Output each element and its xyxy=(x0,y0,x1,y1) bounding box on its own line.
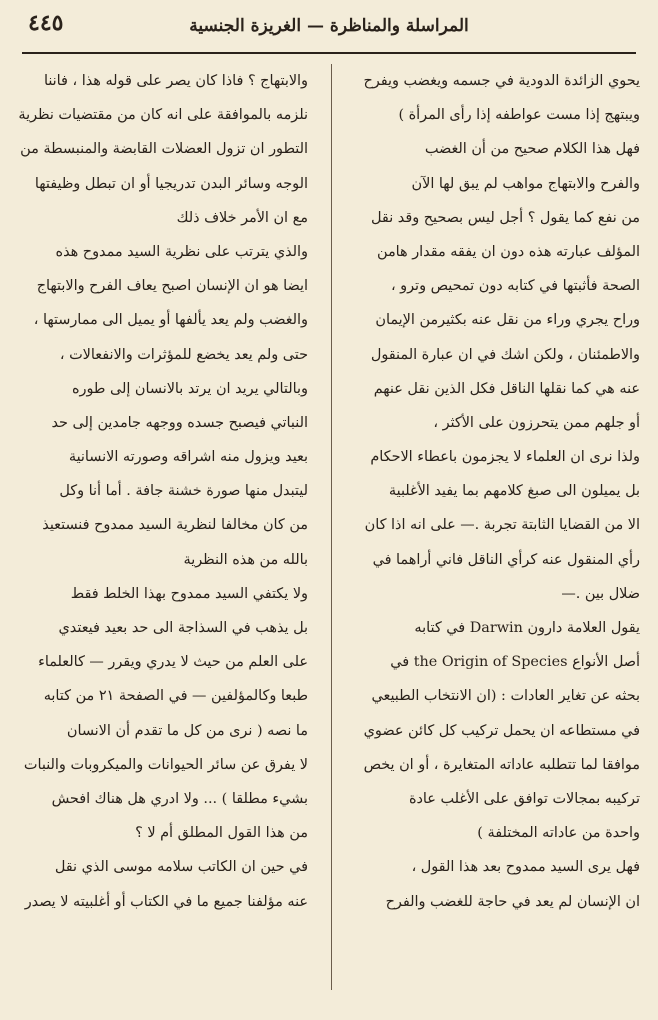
text-line: من نفع كما يقول ؟ أجل ليس بصحيح وقد نقل xyxy=(371,209,640,226)
text-line: المؤلف عبارته هذه دون ان يفقه مقدار هامن xyxy=(376,243,640,260)
text-line: فهل يرى السيد ممدوح بعد هذا القول ، xyxy=(411,859,640,876)
text-line: أصل الأنواع the Origin of Species في xyxy=(390,654,640,671)
text-line: ان الإنسان لم يعد في حاجة للغضب والفرح xyxy=(385,893,640,910)
text-line: مع ان الأمر خلاف ذلك xyxy=(176,209,308,226)
text-line: والفرح والابتهاج مواهب لم يبق لها الآن xyxy=(411,175,640,192)
text-line: ليتبدل منها صورة خشنة جافة . أما أنا وكل xyxy=(59,483,308,500)
text-line: تركيبه بمجالات توافق على الأغلب عادة xyxy=(408,790,640,807)
text-line: يقول العلامة دارون Darwin في كتابه xyxy=(414,620,640,636)
text-line: ضلال بين .— xyxy=(561,585,640,602)
text-line: وبالتالي يريد ان يرتد بالانسان إلى طوره xyxy=(72,380,308,397)
text-line: فهل هذا الكلام صحيح من أن الغضب xyxy=(424,141,640,158)
text-line: أو جلهم ممن يتحرزون على الأكثر ، xyxy=(433,414,640,431)
right-column xyxy=(350,64,640,919)
text-line: يحوي الزائدة الدودية في جسمه ويغضب ويفرح xyxy=(363,73,640,89)
text-line: من كان مخالفا لنظرية السيد ممدوح فنستعيذ xyxy=(42,517,308,534)
text-line: عنه مؤلفنا جميع ما في الكتاب أو أغلبيته لا يصدر xyxy=(24,893,308,910)
text-line: بل يذهب في السذاجة الى حد بعيد فيعتدي xyxy=(58,620,308,636)
text-line: التطور ان تزول العضلات القابضة والمنبسطة من xyxy=(20,141,308,158)
header-rule xyxy=(22,52,636,54)
text-line: طبعا وكالمؤلفين — في الصفحة ٢١ من كتابه xyxy=(43,688,308,705)
text-line: بل يميلون الى صبغ كلامهم بما يفيد الأغلبية xyxy=(388,483,640,500)
text-line: بعيد ويزول منه اشراقه وصورته الانسانية xyxy=(68,449,308,466)
text-line: والغضب ولم يعد يألفها أو يميل الى ممارستها ، xyxy=(33,312,308,329)
text-line: رأي المنقول عنه كرأي الناقل فاني أراهما في xyxy=(372,551,640,568)
text-line: ولذا نرى ان العلماء لا يجزمون باعطاء الاحكام xyxy=(370,449,640,466)
text-line: في مستطاعه ان يحمل تركيب كل كائن عضوي xyxy=(363,722,640,739)
text-line: الا من القضايا الثابتة تجربة .— على انه اذا كان xyxy=(364,517,640,534)
text-line: ولا يكتفي السيد ممدوح بهذا الخلط فقط xyxy=(70,585,308,602)
text-line: لا يفرق عن سائر الحيوانات والميكروبات والنبات xyxy=(23,756,308,773)
text-line: ويبتهج إذا مست عواطفه إذا رأى المرأة ) xyxy=(398,107,640,124)
text-line: على العلم من حيث لا يدري ويقرر — كالعلماء xyxy=(38,654,308,671)
text-line: بحثه عن تغاير العادات : (ان الانتخاب الطبيعي xyxy=(371,688,640,705)
text-line: والابتهاج ؟ فاذا كان يصر على قوله هذا ، فاننا xyxy=(43,73,308,89)
text-line: الوجه وسائر البدن تدريجيا أو ان تبطل وظيفتها xyxy=(34,175,308,192)
text-line: موافقا لما تتطلبه عاداته المتغايرة ، أو ان يخص xyxy=(363,756,640,773)
text-line: نلزمه بالموافقة على انه كان من مقتضيات نظرية xyxy=(18,107,308,124)
text-line: حتى ولم يعد يخضع للمؤثرات والانفعالات ، xyxy=(59,346,308,363)
page-number: ٤٤٥ xyxy=(28,10,64,36)
text-line: في حين ان الكاتب سلامه موسى الذي نقل xyxy=(54,859,308,876)
text-line: عنه هي كما نقلها الناقل فكل الذين نقل عنهم xyxy=(373,380,640,397)
text-line: وراح يجري وراء من نقل عنه بكثيرمن الإيمان xyxy=(375,312,640,329)
text-line: ايضا هو ان الإنسان اصبح يعاف الفرح والابتهاج xyxy=(36,278,308,295)
text-line: والذي يترتب على نظرية السيد ممدوح هذه xyxy=(55,243,308,260)
text-line: والاطمئنان ، ولكن اشك في ان عبارة المنقول xyxy=(370,346,640,363)
page-header xyxy=(22,6,636,50)
text-line: النباتي فيصبح جسده ووجهه جامدين إلى حد xyxy=(51,414,308,431)
text-line: ما نصه ( نرى من كل ما تقدم أن الانسان xyxy=(66,722,308,739)
column-divider xyxy=(331,64,332,990)
text-line: من هذا القول المطلق أم لا ؟ xyxy=(135,825,308,842)
text-line: الصحة فأثبتها في كتابه دون تمحيص وترو ، xyxy=(390,278,640,295)
text-line: بالله من هذه النظرية xyxy=(183,551,308,568)
running-title: المراسلة والمناظرة — الغريزة الجنسية xyxy=(189,16,469,36)
left-column xyxy=(18,64,308,919)
text-line: بشيء مطلقا ) ... ولا ادري هل هناك افحش xyxy=(51,790,308,807)
text-line: واحدة من عاداته المختلفة ) xyxy=(477,825,640,842)
